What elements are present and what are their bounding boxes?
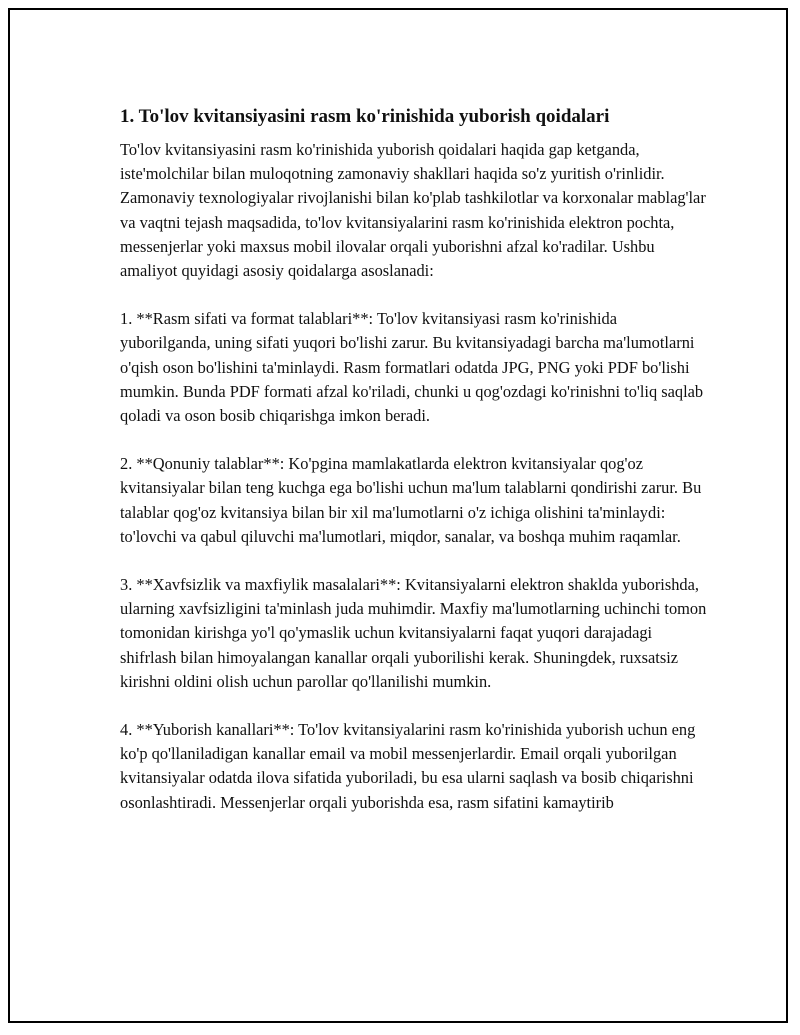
- section-heading: 1. To'lov kvitansiyasini rasm ko'rinishida yuborish qoidalari: [120, 106, 610, 127]
- rule-paragraph-image-quality: 1. **Rasm sifati va format talablari**: To'lov kvitansiyasi rasm ko'rinishida yuborilganda, uning sifati yuqori bo'lishi zarur. Bu kvitansiyadagi barcha ma'lumotlarni o'qish oson bo'lishini ta'minlaydi. Rasm formatlari odatda JPG, PNG yoki PDF bo'lishi mumkin. Bunda PDF formati afzal ko'riladi, chunki u qog'ozdagi ko'rinishni to'liq saqlab qoladi va oson bosib chiqarishga imkon beradi.: [120, 309, 704, 426]
- document-body: [120, 104, 710, 839]
- page-frame: [8, 8, 788, 1023]
- rule-paragraph-legal: 2. **Qonuniy talablar**: Ko'pgina mamlakatlarda elektron kvitansiyalar qog'oz kvitansiyalar bilan teng kuchga ega bo'lishi uchun ma'lum talablarni qondirishi zarur. Bu talablar qog'oz kvitansiya bilan bir xil ma'lumotlarni o'z ichiga olishini ta'minlaydi: to'lovchi va qabul qiluvchi ma'lumotlari, miqdor, sanalar, va boshqa muhim raqamlar.: [120, 454, 702, 546]
- rule-paragraph-security: 3. **Xavfsizlik va maxfiylik masalalari**: Kvitansiyalarni elektron shaklda yuborishda, ularning xavfsizligini ta'minlash juda muhimdir. Maxfiy ma'lumotlarning uchinchi tomon tomonidan kirishga yo'l qo'ymaslik uchun kvitansiyalarni faqat yuqori darajadagi shifrlash bilan himoyalangan kanallar orqali yuborilishi kerak. Shuningdek, ruxsatsiz kirishni oldini olish uchun parollar qo'llanilishi mumkin.: [120, 575, 707, 691]
- intro-paragraph: To'lov kvitansiyasini rasm ko'rinishida yuborish qoidalari haqida gap ketganda, iste'molchilar bilan muloqotning zamonaviy shakllari haqida so'z yuritish o'rinlidir. Zamonaviy texnologiyalar rivojlanishi bilan ko'plab tashkilotlar va korxonalar mablag'lar va vaqtni tejash maqsadida, to'lov kvitansiyalarini rasm ko'rinishida elektron pochta, messenjerlar yoki maxsus mobil ilovalar orqali yuborishni afzal ko'radilar. Ushbu amaliyot quyidagi asosiy qoidalarga asoslanadi:: [120, 140, 706, 281]
- rule-paragraph-channels: 4. **Yuborish kanallari**: To'lov kvitansiyalarini rasm ko'rinishida yuborish uchun eng ko'p qo'llaniladigan kanallar email va mobil messenjerlardir. Email orqali yuborilgan kvitansiyalar odatda ilova sifatida yuboriladi, bu esa ularni saqlash va bosib chiqarishni osonlashtiradi. Messenjerlar orqali yuborishda esa, rasm sifatini kamaytirib: [120, 720, 696, 812]
